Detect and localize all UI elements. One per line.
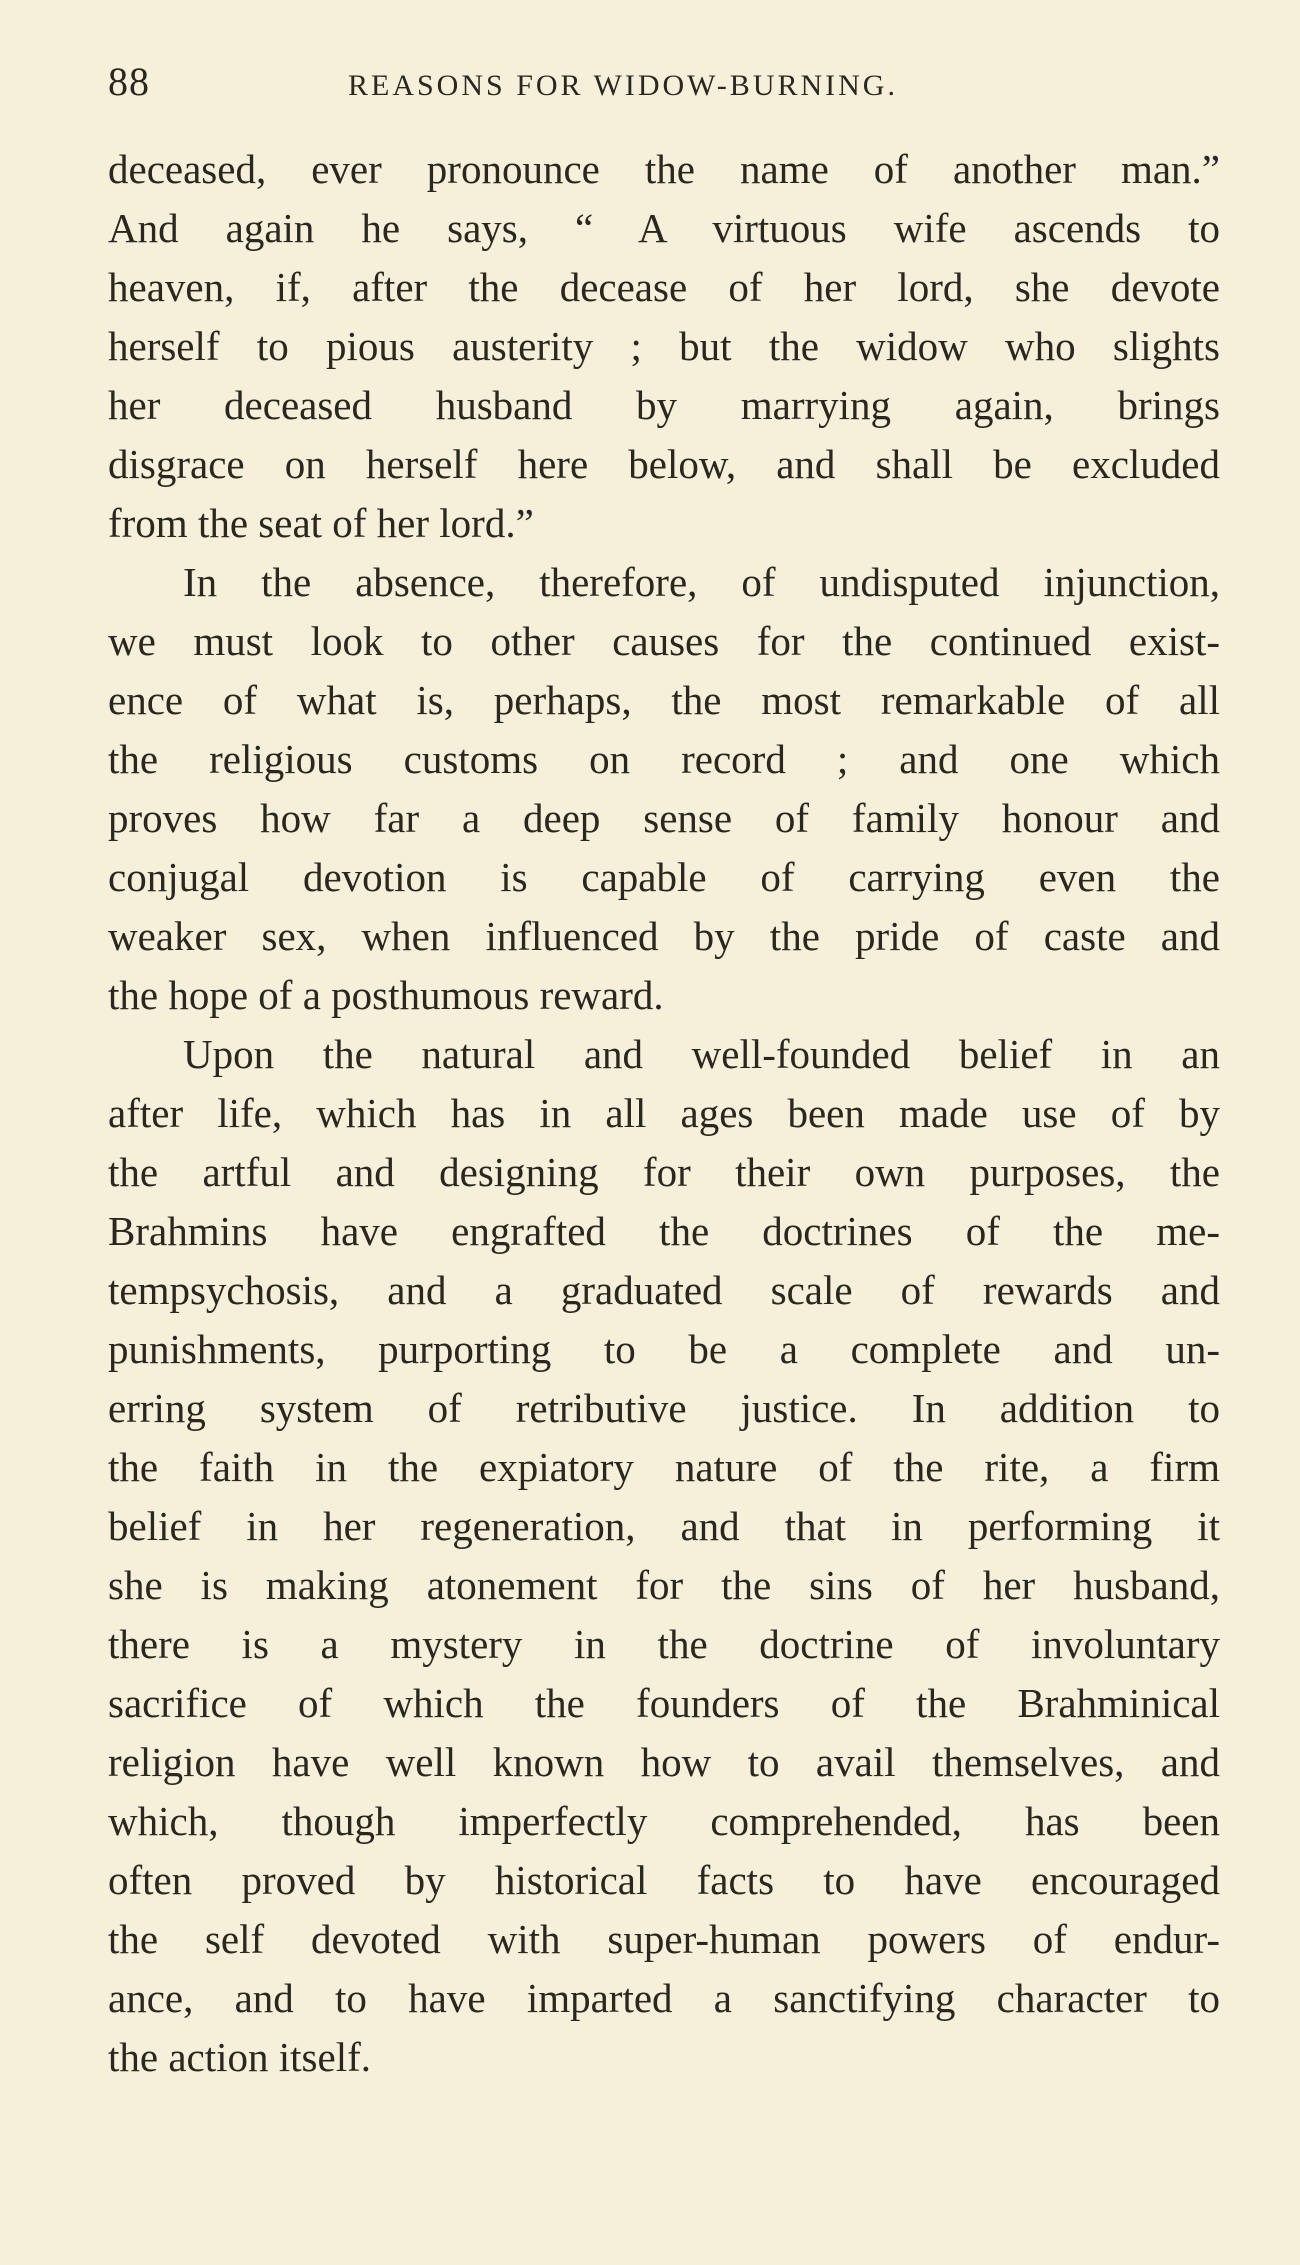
text-line: weaker sex, when influenced by the pride of caste and xyxy=(108,913,1220,959)
text-line: the artful and designing for their own purposes, the xyxy=(108,1149,1220,1195)
text-line: often proved by historical facts to have encouraged xyxy=(108,1857,1220,1903)
text-line: herself to pious austerity ; but the widow who slights xyxy=(108,323,1220,369)
text-line: she is making atonement for the sins of her husband, xyxy=(108,1562,1220,1608)
text-line: ance, and to have imparted a sanctifying character to xyxy=(108,1975,1220,2021)
text-line: after life, which has in all ages been made use of by xyxy=(108,1090,1220,1136)
text-line: the action itself. xyxy=(108,2034,371,2080)
text-line: we must look to other causes for the continued exist- xyxy=(108,618,1220,664)
text-line: belief in her regeneration, and that in performing it xyxy=(108,1503,1220,1549)
text-line: punishments, purporting to be a complete and un- xyxy=(108,1326,1220,1372)
text-line: proves how far a deep sense of family honour and xyxy=(108,795,1220,841)
page-number: 88 xyxy=(108,59,150,104)
text-line: tempsychosis, and a graduated scale of rewards and xyxy=(108,1267,1220,1313)
text-line: erring system of retributive justice. In addition to xyxy=(108,1385,1220,1431)
text-line: the self devoted with super-human powers of endur- xyxy=(108,1916,1220,1962)
text-line: conjugal devotion is capable of carrying even the xyxy=(108,854,1220,900)
text-line: there is a mystery in the doctrine of involuntary xyxy=(108,1621,1220,1667)
text-line: her deceased husband by marrying again, brings xyxy=(108,382,1220,428)
text-line: In the absence, therefore, of undisputed injunction, xyxy=(183,559,1220,605)
text-line: the religious customs on record ; and one which xyxy=(108,736,1220,782)
body-text xyxy=(108,140,1220,2087)
text-line: from the seat of her lord.” xyxy=(108,500,534,546)
text-line: Brahmins have engrafted the doctrines of the me- xyxy=(108,1208,1220,1254)
text-line: deceased, ever pronounce the name of another man.” xyxy=(108,146,1220,192)
text-line: the faith in the expiatory nature of the rite, a firm xyxy=(108,1444,1220,1490)
page-header xyxy=(108,52,1228,112)
running-head: REASONS FOR WIDOW-BURNING. xyxy=(348,69,898,102)
text-line: And again he says, “ A virtuous wife ascends to xyxy=(108,205,1220,251)
text-line: religion have well known how to avail themselves, and xyxy=(108,1739,1220,1785)
text-line: Upon the natural and well-founded belief in an xyxy=(183,1031,1220,1077)
text-line: disgrace on herself here below, and shall be excluded xyxy=(108,441,1220,487)
text-line: heaven, if, after the decease of her lord, she devote xyxy=(108,264,1220,310)
text-line: which, though imperfectly comprehended, has been xyxy=(108,1798,1220,1844)
text-line: sacrifice of which the founders of the Brahminical xyxy=(108,1680,1220,1726)
text-line: ence of what is, perhaps, the most remarkable of all xyxy=(108,677,1220,723)
text-line: the hope of a posthumous reward. xyxy=(108,972,664,1018)
